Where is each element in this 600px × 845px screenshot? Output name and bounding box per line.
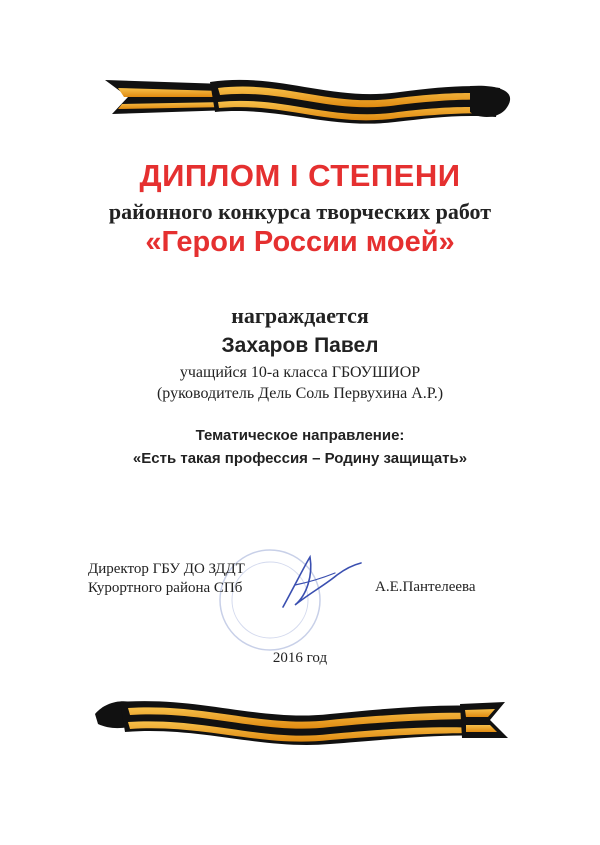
- year: 2016 год: [272, 650, 328, 666]
- signatory-title: [88, 560, 245, 598]
- bottom-ribbon-icon: [0, 684, 600, 756]
- recipient-name: Захаров Павел: [221, 334, 379, 357]
- signatory-title-line2: Курортного района СПб: [88, 580, 243, 596]
- direction-label: Тематическое направление:: [195, 427, 405, 444]
- diploma-subtitle: районного конкурса творческих работ: [108, 199, 492, 224]
- direction-value: «Есть такая профессия – Родину защищать»: [132, 450, 468, 467]
- signatory-name: А.Е.Пантелеева: [375, 579, 476, 595]
- handwritten-signature: [265, 545, 375, 620]
- supervisor-info: (руководитель Дель Соль Первухина А.Р.): [156, 385, 444, 402]
- diploma-title: ДИПЛОМ I СТЕПЕНИ: [139, 158, 461, 193]
- signatory-title-line1: Директор ГБУ ДО ЗДДТ: [88, 561, 245, 577]
- student-info: учащийся 10-а класса ГБОУШИОР: [179, 364, 421, 381]
- awarded-label: награждается: [231, 303, 369, 328]
- contest-name: «Герои России моей»: [145, 226, 455, 258]
- top-ribbon-icon: [0, 62, 600, 132]
